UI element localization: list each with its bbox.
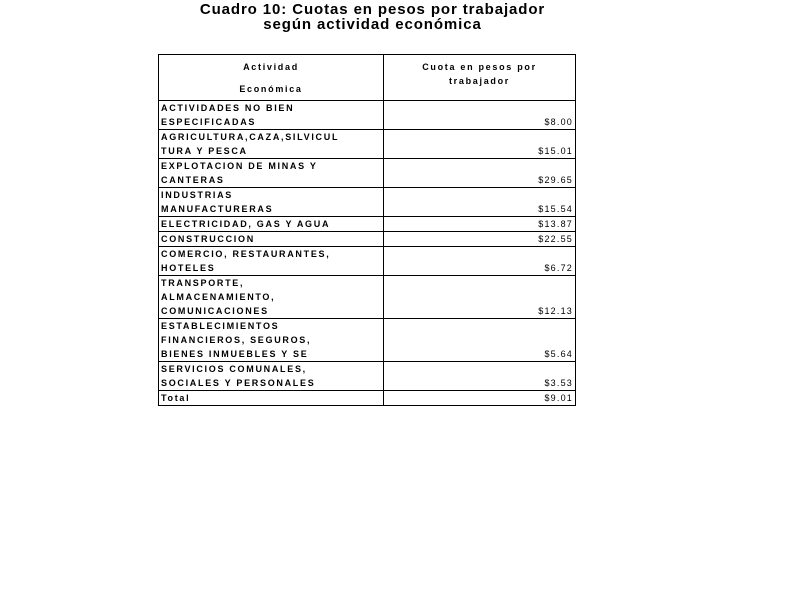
activity-label-line: EXPLOTACION DE MINAS Y bbox=[161, 161, 318, 171]
title-line-2: según actividad económica bbox=[263, 16, 482, 33]
activity-cell bbox=[159, 362, 384, 391]
table-row bbox=[159, 362, 576, 391]
activity-cell bbox=[159, 159, 384, 188]
title-line-1: Cuadro 10: Cuotas en pesos por trabajador bbox=[199, 1, 546, 18]
quota-value-cell: $29.65 bbox=[384, 159, 576, 188]
table-row bbox=[159, 217, 576, 232]
activity-label-line: SOCIALES Y PERSONALES bbox=[161, 378, 316, 388]
header-quota-line-1: Cuota en pesos por bbox=[422, 62, 537, 72]
activity-cell bbox=[159, 188, 384, 217]
table-row bbox=[159, 101, 576, 130]
activity-cell bbox=[159, 101, 384, 130]
activity-label-line: HOTELES bbox=[161, 263, 216, 273]
activity-cell bbox=[159, 276, 384, 319]
quota-value-cell: $3.53 bbox=[384, 362, 576, 391]
quota-value-cell: $12.13 bbox=[384, 276, 576, 319]
table-row bbox=[159, 276, 576, 319]
activity-cell bbox=[159, 217, 384, 232]
quota-value-cell: $8.00 bbox=[384, 101, 576, 130]
quota-value-cell: $6.72 bbox=[384, 247, 576, 276]
table-row bbox=[159, 319, 576, 362]
header-activity-line-1: Actividad bbox=[243, 62, 299, 72]
quota-value-cell: $9.01 bbox=[384, 391, 576, 406]
activity-label-line: FINANCIEROS, SEGUROS, bbox=[161, 335, 312, 345]
quota-table bbox=[158, 54, 576, 406]
activity-label-line: ALMACENAMIENTO, bbox=[161, 292, 276, 302]
table-row bbox=[159, 188, 576, 217]
activity-cell bbox=[159, 391, 384, 406]
table-row bbox=[159, 130, 576, 159]
quota-value-cell: $13.87 bbox=[384, 217, 576, 232]
activity-label-line: INDUSTRIAS bbox=[161, 190, 234, 200]
activity-label-line: AGRICULTURA,CAZA,SILVICUL bbox=[161, 132, 340, 142]
header-quota-line-2: trabajador bbox=[448, 76, 510, 86]
activity-label-line: CANTERAS bbox=[161, 175, 225, 185]
quota-value-cell: $22.55 bbox=[384, 232, 576, 247]
quota-value-cell: $15.01 bbox=[384, 130, 576, 159]
activity-label-line: MANUFACTURERAS bbox=[161, 204, 274, 214]
activity-label-line: ESTABLECIMIENTOS bbox=[161, 321, 280, 331]
table-row bbox=[159, 247, 576, 276]
activity-cell bbox=[159, 130, 384, 159]
table-row bbox=[159, 159, 576, 188]
header-activity bbox=[159, 55, 384, 101]
quota-value-cell: $5.64 bbox=[384, 319, 576, 362]
activity-label-line: ELECTRICIDAD, GAS Y AGUA bbox=[161, 219, 331, 229]
header-quota bbox=[384, 55, 576, 101]
header-row bbox=[159, 55, 576, 101]
activity-label-line: ACTIVIDADES NO BIEN bbox=[161, 103, 295, 113]
activity-cell bbox=[159, 319, 384, 362]
activity-label-line: COMERCIO, RESTAURANTES, bbox=[161, 249, 331, 259]
activity-label-line: Total bbox=[161, 393, 191, 403]
table-title bbox=[160, 2, 585, 32]
activity-label-line: ESPECIFICADAS bbox=[161, 117, 257, 127]
activity-label-line: COMUNICACIONES bbox=[161, 306, 269, 316]
activity-cell bbox=[159, 247, 384, 276]
table-row bbox=[159, 232, 576, 247]
activity-label-line: TRANSPORTE, bbox=[161, 278, 245, 288]
activity-label-line: BIENES INMUEBLES Y SE bbox=[161, 349, 309, 359]
table-row bbox=[159, 391, 576, 406]
quota-value-cell: $15.54 bbox=[384, 188, 576, 217]
table-body bbox=[159, 101, 576, 406]
activity-label-line: SERVICIOS COMUNALES, bbox=[161, 364, 307, 374]
activity-label-line: TURA Y PESCA bbox=[161, 146, 248, 156]
header-activity-line-2: Económica bbox=[239, 84, 303, 94]
activity-label-line: CONSTRUCCION bbox=[161, 234, 255, 244]
activity-cell bbox=[159, 232, 384, 247]
